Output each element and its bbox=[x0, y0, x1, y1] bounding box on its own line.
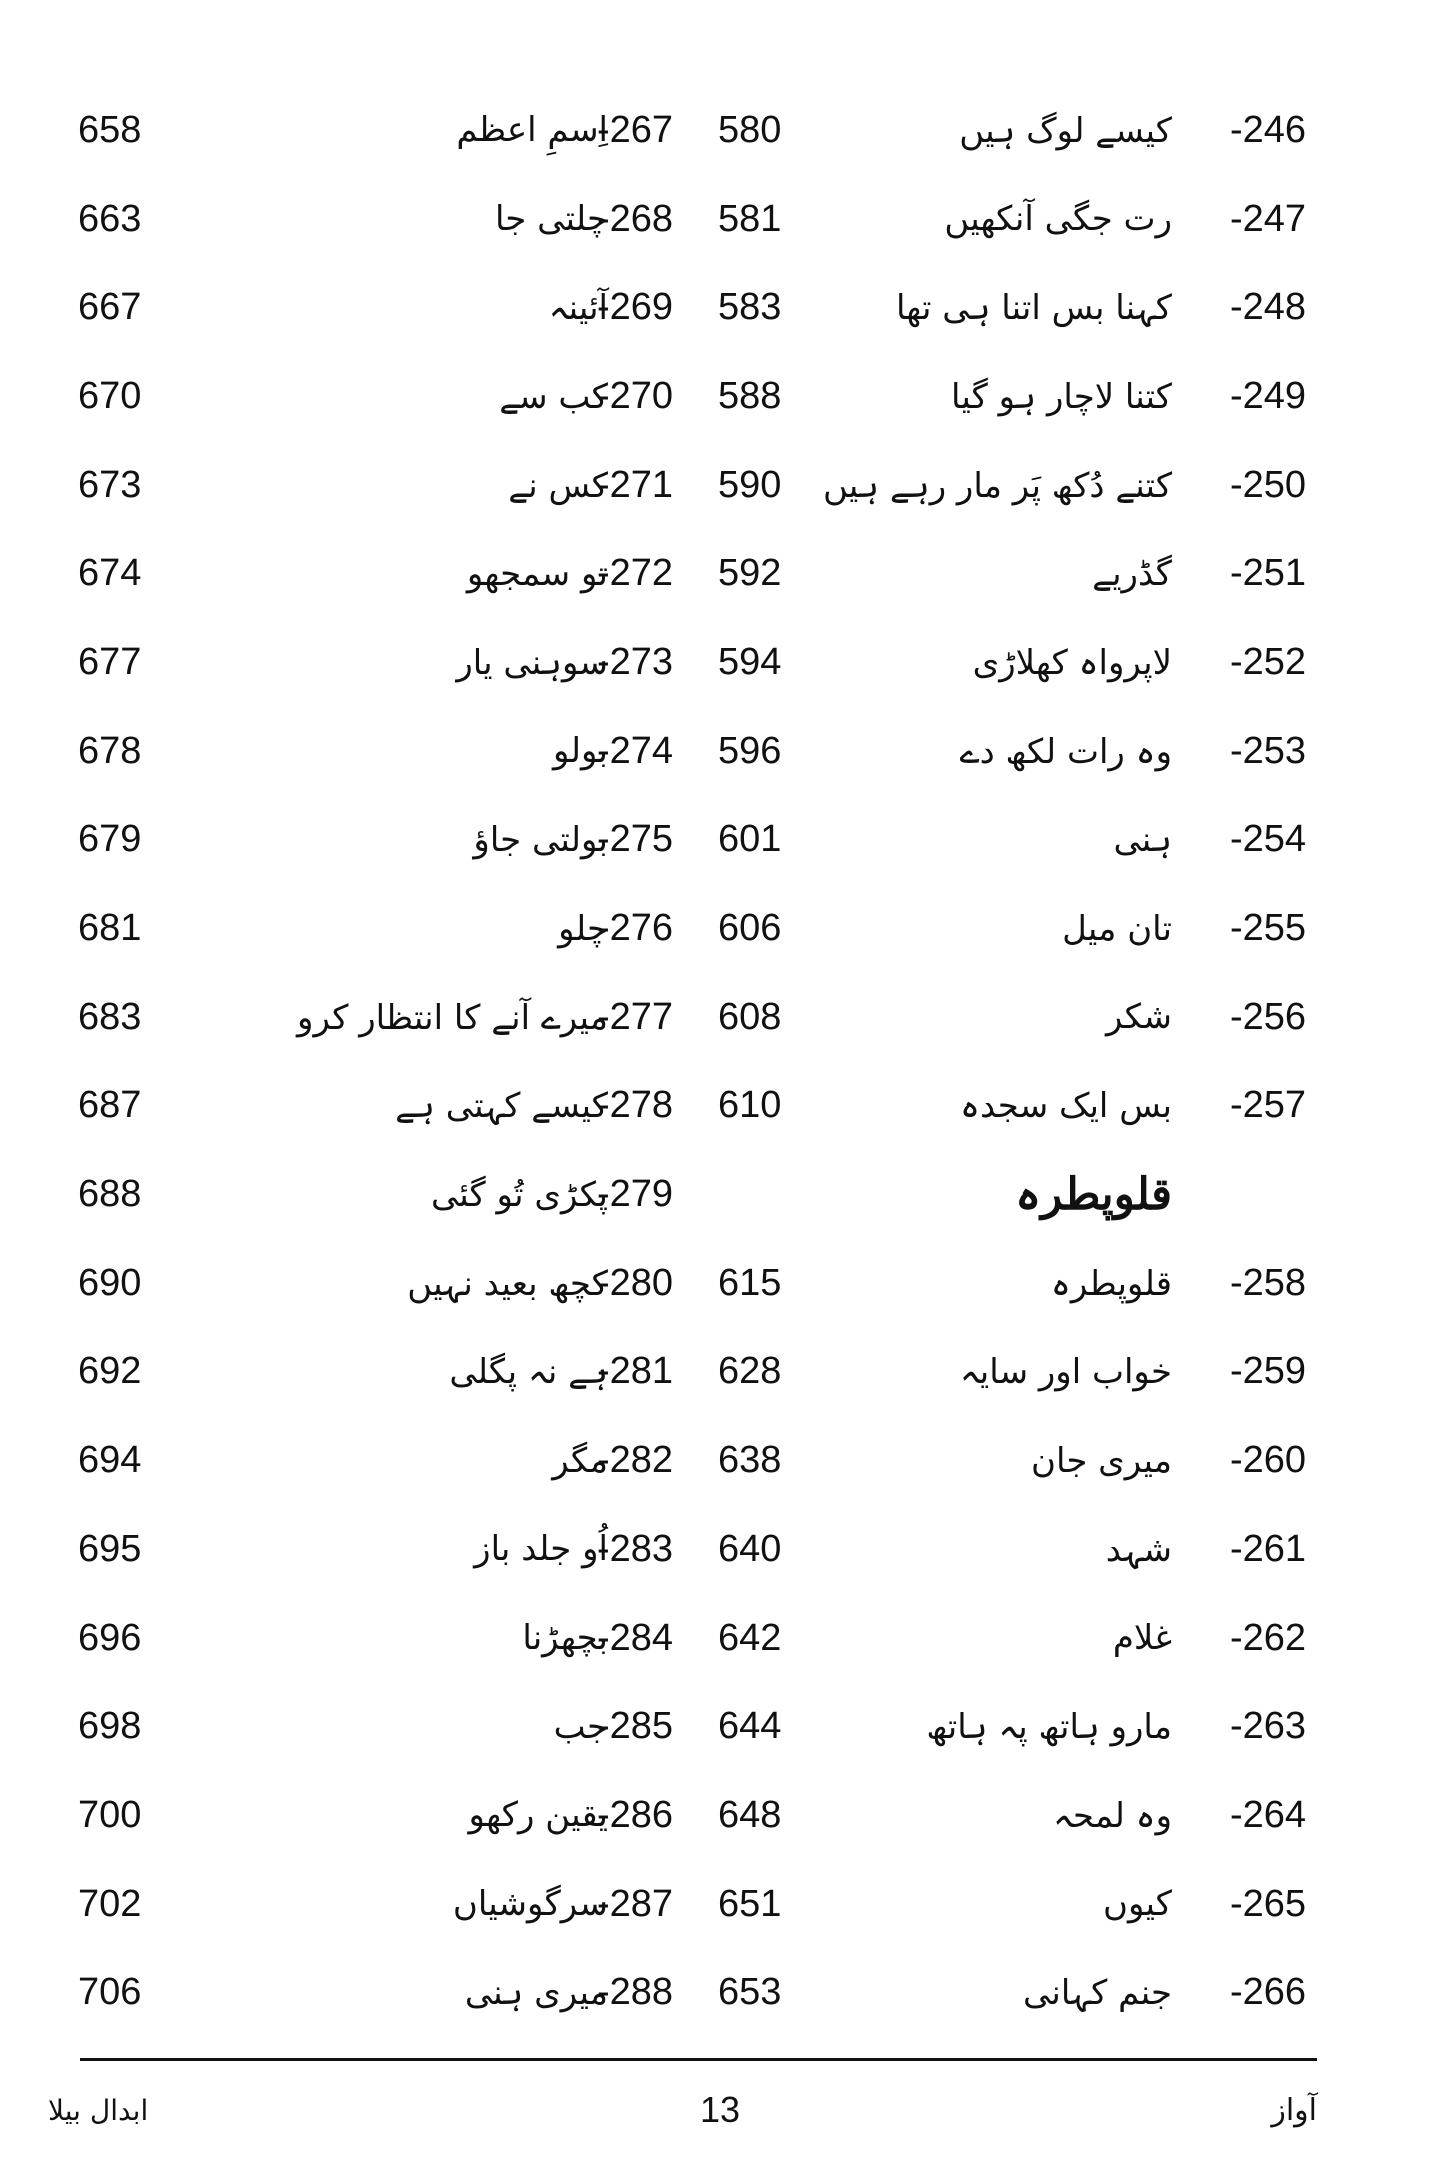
index-row bbox=[70, 707, 790, 796]
entry-page-number: 658 bbox=[78, 108, 142, 151]
index-row bbox=[70, 796, 790, 885]
entry-title: کچھ بعید نہیں bbox=[407, 1263, 608, 1304]
entry-title: چلتی جا bbox=[494, 199, 608, 240]
index-row bbox=[710, 529, 1340, 618]
index-row bbox=[70, 263, 790, 352]
entry-index-number: -264 bbox=[1230, 1793, 1307, 1836]
entry-index-number: -276 bbox=[597, 907, 674, 950]
entry-page-number: 687 bbox=[78, 1084, 142, 1127]
entry-index-number: -251 bbox=[1230, 552, 1307, 595]
index-row bbox=[710, 263, 1340, 352]
entry-page-number: 673 bbox=[78, 463, 142, 506]
index-row bbox=[70, 1239, 790, 1328]
entry-page-number: 683 bbox=[78, 995, 142, 1038]
entry-index-number: -273 bbox=[597, 640, 674, 683]
entry-title: میری جان bbox=[1031, 1440, 1172, 1481]
entry-index-number: -252 bbox=[1230, 640, 1307, 683]
entry-page-number: 606 bbox=[718, 907, 782, 950]
entry-page-number: 674 bbox=[78, 552, 142, 595]
entry-page-number: 667 bbox=[78, 286, 142, 329]
entry-page-number: 681 bbox=[78, 907, 142, 950]
entry-page-number: 644 bbox=[718, 1705, 782, 1748]
index-row bbox=[70, 86, 790, 175]
index-row bbox=[70, 352, 790, 441]
entry-title: قلوپطرہ bbox=[1050, 1263, 1172, 1304]
entry-title: ہنی bbox=[1113, 820, 1172, 861]
entry-index-number: -253 bbox=[1230, 729, 1307, 772]
index-row bbox=[70, 175, 790, 264]
entry-page-number: 610 bbox=[718, 1084, 782, 1127]
entry-index-number: -246 bbox=[1230, 108, 1307, 151]
entry-index-number: -260 bbox=[1230, 1439, 1307, 1482]
index-row bbox=[710, 175, 1340, 264]
entry-title: کب سے bbox=[499, 376, 608, 417]
entry-title: تان میل bbox=[1062, 908, 1172, 949]
entry-page-number: 583 bbox=[718, 286, 782, 329]
footer-author: ابدال بیلا bbox=[48, 2093, 149, 2127]
index-row bbox=[710, 707, 1340, 796]
entry-page-number: 581 bbox=[718, 197, 782, 240]
left-index-column bbox=[70, 86, 790, 2037]
entry-page-number: 601 bbox=[718, 818, 782, 861]
index-row bbox=[70, 618, 790, 707]
entry-index-number: -268 bbox=[597, 197, 674, 240]
entry-title: وہ لمحہ bbox=[1052, 1795, 1172, 1836]
index-row bbox=[710, 1328, 1340, 1417]
entry-title: غلام bbox=[1112, 1618, 1172, 1659]
entry-title: جنم کہانی bbox=[1023, 1973, 1172, 2014]
entry-title: کتنا لاچار ہو گیا bbox=[951, 376, 1172, 417]
entry-title: کس نے bbox=[508, 465, 608, 506]
index-row bbox=[70, 884, 790, 973]
entry-index-number: -277 bbox=[597, 995, 674, 1038]
entry-index-number: -256 bbox=[1230, 995, 1307, 1038]
entry-page-number: 594 bbox=[718, 640, 782, 683]
entry-index-number: -263 bbox=[1230, 1705, 1307, 1748]
entry-title: گڈریے bbox=[1092, 554, 1172, 595]
entry-index-number: -282 bbox=[597, 1439, 674, 1482]
entry-page-number: 696 bbox=[78, 1616, 142, 1659]
entry-index-number: -266 bbox=[1230, 1971, 1307, 2014]
entry-index-number: -267 bbox=[597, 108, 674, 151]
entry-title: اِسمِ اعظم bbox=[456, 110, 608, 151]
entry-title: مگر bbox=[552, 1440, 608, 1481]
index-row bbox=[710, 1771, 1340, 1860]
entry-index-number: -259 bbox=[1230, 1350, 1307, 1393]
index-row bbox=[70, 1948, 790, 2037]
entry-title: شہد bbox=[1105, 1529, 1172, 1570]
entry-page-number: 700 bbox=[78, 1793, 142, 1836]
page-number: 13 bbox=[699, 2089, 741, 2130]
entry-page-number: 679 bbox=[78, 818, 142, 861]
entry-title: آئینہ bbox=[548, 288, 608, 329]
index-row bbox=[70, 1505, 790, 1594]
entry-page-number: 695 bbox=[78, 1527, 142, 1570]
index-row bbox=[710, 1594, 1340, 1683]
entry-index-number: -249 bbox=[1230, 374, 1307, 417]
index-row bbox=[70, 1594, 790, 1683]
entry-page-number: 698 bbox=[78, 1705, 142, 1748]
entry-title: میری ہنی bbox=[464, 1973, 608, 2014]
entry-index-number: -286 bbox=[597, 1793, 674, 1836]
entry-page-number: 663 bbox=[78, 197, 142, 240]
right-index-column bbox=[710, 86, 1340, 2037]
entry-page-number: 677 bbox=[78, 640, 142, 683]
index-row bbox=[710, 796, 1340, 885]
index-row bbox=[70, 973, 790, 1062]
entry-index-number: -285 bbox=[597, 1705, 674, 1748]
entry-index-number: -281 bbox=[597, 1350, 674, 1393]
footer-book-title: آواز bbox=[1271, 2092, 1317, 2128]
entry-page-number: 653 bbox=[718, 1971, 782, 2014]
entry-index-number: -270 bbox=[597, 374, 674, 417]
index-row bbox=[70, 1062, 790, 1151]
entry-title: سوہنی یار bbox=[456, 642, 608, 683]
index-row bbox=[70, 529, 790, 618]
index-row bbox=[710, 1948, 1340, 2037]
entry-page-number: 592 bbox=[718, 552, 782, 595]
entry-title: سرگوشیاں bbox=[452, 1884, 608, 1925]
entry-page-number: 678 bbox=[78, 729, 142, 772]
entry-index-number: -272 bbox=[597, 552, 674, 595]
entry-index-number: -279 bbox=[597, 1173, 674, 1216]
entry-index-number: -284 bbox=[597, 1616, 674, 1659]
entry-page-number: 670 bbox=[78, 374, 142, 417]
entry-page-number: 651 bbox=[718, 1882, 782, 1925]
entry-index-number: -275 bbox=[597, 818, 674, 861]
entry-index-number: -287 bbox=[597, 1882, 674, 1925]
entry-title: بچھڑنا bbox=[522, 1618, 608, 1659]
entry-page-number: 638 bbox=[718, 1439, 782, 1482]
entry-index-number: -248 bbox=[1230, 286, 1307, 329]
index-row bbox=[710, 86, 1340, 175]
entry-page-number: 608 bbox=[718, 995, 782, 1038]
entry-title: کتنے دُکھ پَر مار رہے ہیں bbox=[822, 465, 1172, 506]
index-row bbox=[70, 1771, 790, 1860]
entry-index-number: -274 bbox=[597, 729, 674, 772]
entry-page-number: 690 bbox=[78, 1261, 142, 1304]
entry-page-number: 706 bbox=[78, 1971, 142, 2014]
entry-title: وہ رات لکھ دے bbox=[959, 731, 1172, 772]
entry-page-number: 596 bbox=[718, 729, 782, 772]
entry-page-number: 640 bbox=[718, 1527, 782, 1570]
entry-index-number: -280 bbox=[597, 1261, 674, 1304]
index-row bbox=[710, 352, 1340, 441]
entry-title: مارو ہاتھ پہ ہاتھ bbox=[926, 1707, 1172, 1748]
entry-title: ہے نہ پگلی bbox=[449, 1352, 608, 1393]
entry-page-number: 615 bbox=[718, 1261, 782, 1304]
entry-title: جب bbox=[553, 1706, 608, 1747]
entry-index-number: -288 bbox=[597, 1971, 674, 2014]
index-row bbox=[70, 1328, 790, 1417]
entry-title: پکڑی تُو گئی bbox=[430, 1174, 608, 1215]
index-row bbox=[710, 884, 1340, 973]
entry-title: اُو جلد باز bbox=[474, 1529, 608, 1570]
entry-page-number: 692 bbox=[78, 1350, 142, 1393]
index-row bbox=[710, 1860, 1340, 1949]
entry-page-number: 580 bbox=[718, 108, 782, 151]
entry-title: خواب اور سایہ bbox=[959, 1352, 1172, 1393]
entry-index-number: -250 bbox=[1230, 463, 1307, 506]
entry-page-number: 588 bbox=[718, 374, 782, 417]
index-row bbox=[710, 1416, 1340, 1505]
index-row bbox=[70, 1682, 790, 1771]
entry-title: کہنا بس اتنا ہی تھا bbox=[895, 288, 1172, 329]
index-row bbox=[710, 441, 1340, 530]
entry-page-number: 648 bbox=[718, 1793, 782, 1836]
index-row bbox=[70, 441, 790, 530]
entry-index-number: -278 bbox=[597, 1084, 674, 1127]
index-row bbox=[710, 618, 1340, 707]
entry-title: بولو bbox=[553, 731, 608, 772]
entry-index-number: -254 bbox=[1230, 818, 1307, 861]
entry-page-number: 694 bbox=[78, 1439, 142, 1482]
entry-title: کیسے لوگ ہیں bbox=[959, 110, 1172, 151]
entry-index-number: -262 bbox=[1230, 1616, 1307, 1659]
index-row bbox=[710, 973, 1340, 1062]
entry-index-number: -283 bbox=[597, 1527, 674, 1570]
entry-title: کیسے کہتی ہے bbox=[395, 1086, 608, 1127]
entry-page-number: 590 bbox=[718, 463, 782, 506]
index-row bbox=[710, 1062, 1340, 1151]
entry-title: تو سمجھو bbox=[466, 553, 608, 594]
section-heading-row bbox=[710, 1150, 1340, 1239]
entry-title: میرے آنے کا انتظار کرو bbox=[297, 997, 608, 1038]
entry-index-number: -258 bbox=[1230, 1261, 1307, 1304]
footer-rule bbox=[80, 2058, 1317, 2061]
index-row bbox=[70, 1860, 790, 1949]
entry-title: یقین رکھو bbox=[468, 1795, 608, 1836]
section-heading: قلوپطرہ bbox=[1015, 1169, 1172, 1221]
entry-index-number: -247 bbox=[1230, 197, 1307, 240]
entry-index-number: -261 bbox=[1230, 1527, 1307, 1570]
entry-page-number: 642 bbox=[718, 1616, 782, 1659]
entry-title: رت جگی آنکھیں bbox=[944, 199, 1172, 240]
entry-index-number: -265 bbox=[1230, 1882, 1307, 1925]
entry-title: لاپرواہ کھلاڑی bbox=[972, 642, 1172, 683]
entry-page-number: 702 bbox=[78, 1882, 142, 1925]
index-row bbox=[710, 1682, 1340, 1771]
entry-title: کیوں bbox=[1103, 1884, 1172, 1925]
entry-title: شکر bbox=[1105, 997, 1172, 1038]
entry-title: چلو bbox=[558, 908, 608, 949]
index-row bbox=[70, 1150, 790, 1239]
entry-title: بولتی جاؤ bbox=[473, 819, 608, 860]
entry-index-number: -271 bbox=[597, 463, 674, 506]
index-row bbox=[710, 1505, 1340, 1594]
entry-page-number: 688 bbox=[78, 1173, 142, 1216]
index-row bbox=[710, 1239, 1340, 1328]
entry-index-number: -269 bbox=[597, 286, 674, 329]
entry-title: بس ایک سجدہ bbox=[960, 1086, 1172, 1127]
index-row bbox=[70, 1416, 790, 1505]
entry-page-number: 628 bbox=[718, 1350, 782, 1393]
entry-index-number: -255 bbox=[1230, 907, 1307, 950]
entry-index-number: -257 bbox=[1230, 1084, 1307, 1127]
